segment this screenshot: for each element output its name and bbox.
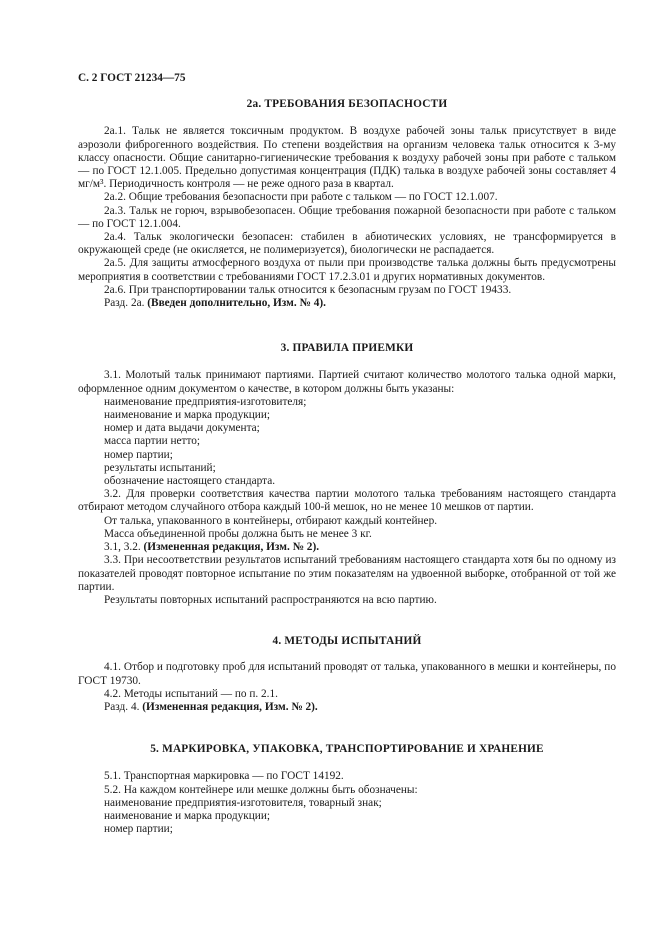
paragraph: 2а.2. Общие требования безопасности при работе с тальком — по ГОСТ 12.1.007.: [104, 191, 498, 204]
note-bold: (Измененная редакция, Изм. № 2).: [142, 700, 318, 713]
paragraph: 2а.4. Тальк экологически безопасен: стабилен в абиотических условиях, не трансформируется в окружающей среде (не окисляется, не полимеризуется), биологически не распадается.: [78, 231, 616, 257]
paragraph: 2а.6. При транспортировании тальк относится к безопасным грузам по ГОСТ 19433.: [104, 283, 512, 296]
paragraph: Результаты повторных испытаний распространяются на всю партию.: [104, 593, 437, 606]
note-prefix: 3.1, 3.2.: [104, 541, 141, 554]
paragraph: 4.1. Отбор и подготовку проб для испытаний проводят от талька, упакованного в мешки и контейнеры, по ГОСТ 19730.: [78, 661, 616, 687]
document-page: [78, 72, 616, 836]
paragraph: От талька, упакованного в контейнеры, отбирают каждый контейнер.: [104, 514, 438, 527]
list-item: обозначение настоящего стандарта.: [104, 475, 276, 488]
list-item: наименование и марка продукции;: [104, 409, 271, 422]
paragraph: 2а.1. Тальк не является токсичным продуктом. В воздухе рабочей зоны тальк присутствует в виде аэрозоли фиброгенного воздействия. По степени воздействия на организм человека тальк относится к 3-му классу опасности. Общие санитарно-гигиенические требования к воздуху рабочей зоны при работе с тальком — по ГОСТ 12.1.005. Предельно допустимая концентрация (ПДК) талька в воздухе рабочей зоны составляет 4 мг/м³. Периодичность контроля — не реже одного раза в квартал.: [78, 125, 616, 191]
list-item: результаты испытаний;: [104, 461, 216, 474]
paragraph: Масса объединенной пробы должна быть не менее 3 кг.: [104, 527, 372, 540]
paragraph: 3.3. При несоответствии результатов испытаний требованиям настоящего стандарта хотя бы по одному из показателей проводят повторное испытание по этим показателям на удвоенной выборке, отобранной от той же партии.: [78, 554, 616, 593]
paragraph: 2а.3. Тальк не горюч, взрывобезопасен. Общие требования пожарной безопасности при работе с тальком — по ГОСТ 12.1.004.: [78, 204, 616, 230]
list-item: наименование предприятия-изготовителя, товарный знак;: [104, 796, 382, 809]
section-title-safety: 2а. ТРЕБОВАНИЯ БЕЗОПАСНОСТИ: [246, 98, 448, 111]
note-bold: (Введен дополнительно, Изм. № 4).: [147, 297, 326, 310]
list-item: масса партии нетто;: [104, 435, 201, 448]
amendment-note: [78, 541, 616, 554]
paragraph: 3.1. Молотый тальк принимают партиями. Партией считают количество молотого талька одной марки, оформленное одним документом о качестве, в котором должны быть указаны:: [78, 369, 616, 395]
paragraph: 3.2. Для проверки соответствия качества партии молотого талька требованиям настоящего стандарта отбирают методом случайного отбора каждый 100-й мешок, но не менее 10 мешков от партии.: [78, 488, 616, 514]
list-item: номер партии;: [104, 823, 173, 836]
note-bold: (Измененная редакция, Изм. № 2).: [143, 541, 320, 554]
paragraph: 4.2. Методы испытаний — по п. 2.1.: [104, 687, 278, 700]
list-item: наименование и марка продукции;: [104, 809, 271, 822]
amendment-note: [78, 701, 616, 714]
paragraph: 5.1. Транспортная маркировка — по ГОСТ 14192.: [104, 770, 344, 783]
paragraph: 2а.5. Для защиты атмосферного воздуха от пыли при производстве талька должны быть предусмотрены мероприятия в соответствии с требованиями ГОСТ 17.2.3.01 и других нормативных документов.: [78, 257, 616, 283]
section-title-test-methods: 4. МЕТОДЫ ИСПЫТАНИЙ: [272, 635, 422, 648]
list-item: наименование предприятия-изготовителя;: [104, 395, 307, 408]
amendment-note: [78, 297, 616, 310]
section-title-marking: 5. МАРКИРОВКА, УПАКОВКА, ТРАНСПОРТИРОВАНИЕ И ХРАНЕНИЕ: [150, 743, 544, 756]
section-title-acceptance: 3. ПРАВИЛА ПРИЕМКИ: [280, 342, 414, 355]
note-prefix: Разд. 2а.: [104, 297, 145, 310]
paragraph: 5.2. На каждом контейнере или мешке должны быть обозначены:: [104, 783, 418, 796]
list-item: номер и дата выдачи документа;: [104, 422, 260, 435]
note-prefix: Разд. 4.: [104, 700, 140, 713]
page-header: С. 2 ГОСТ 21234—75: [78, 72, 186, 84]
list-item: номер партии;: [104, 448, 173, 461]
